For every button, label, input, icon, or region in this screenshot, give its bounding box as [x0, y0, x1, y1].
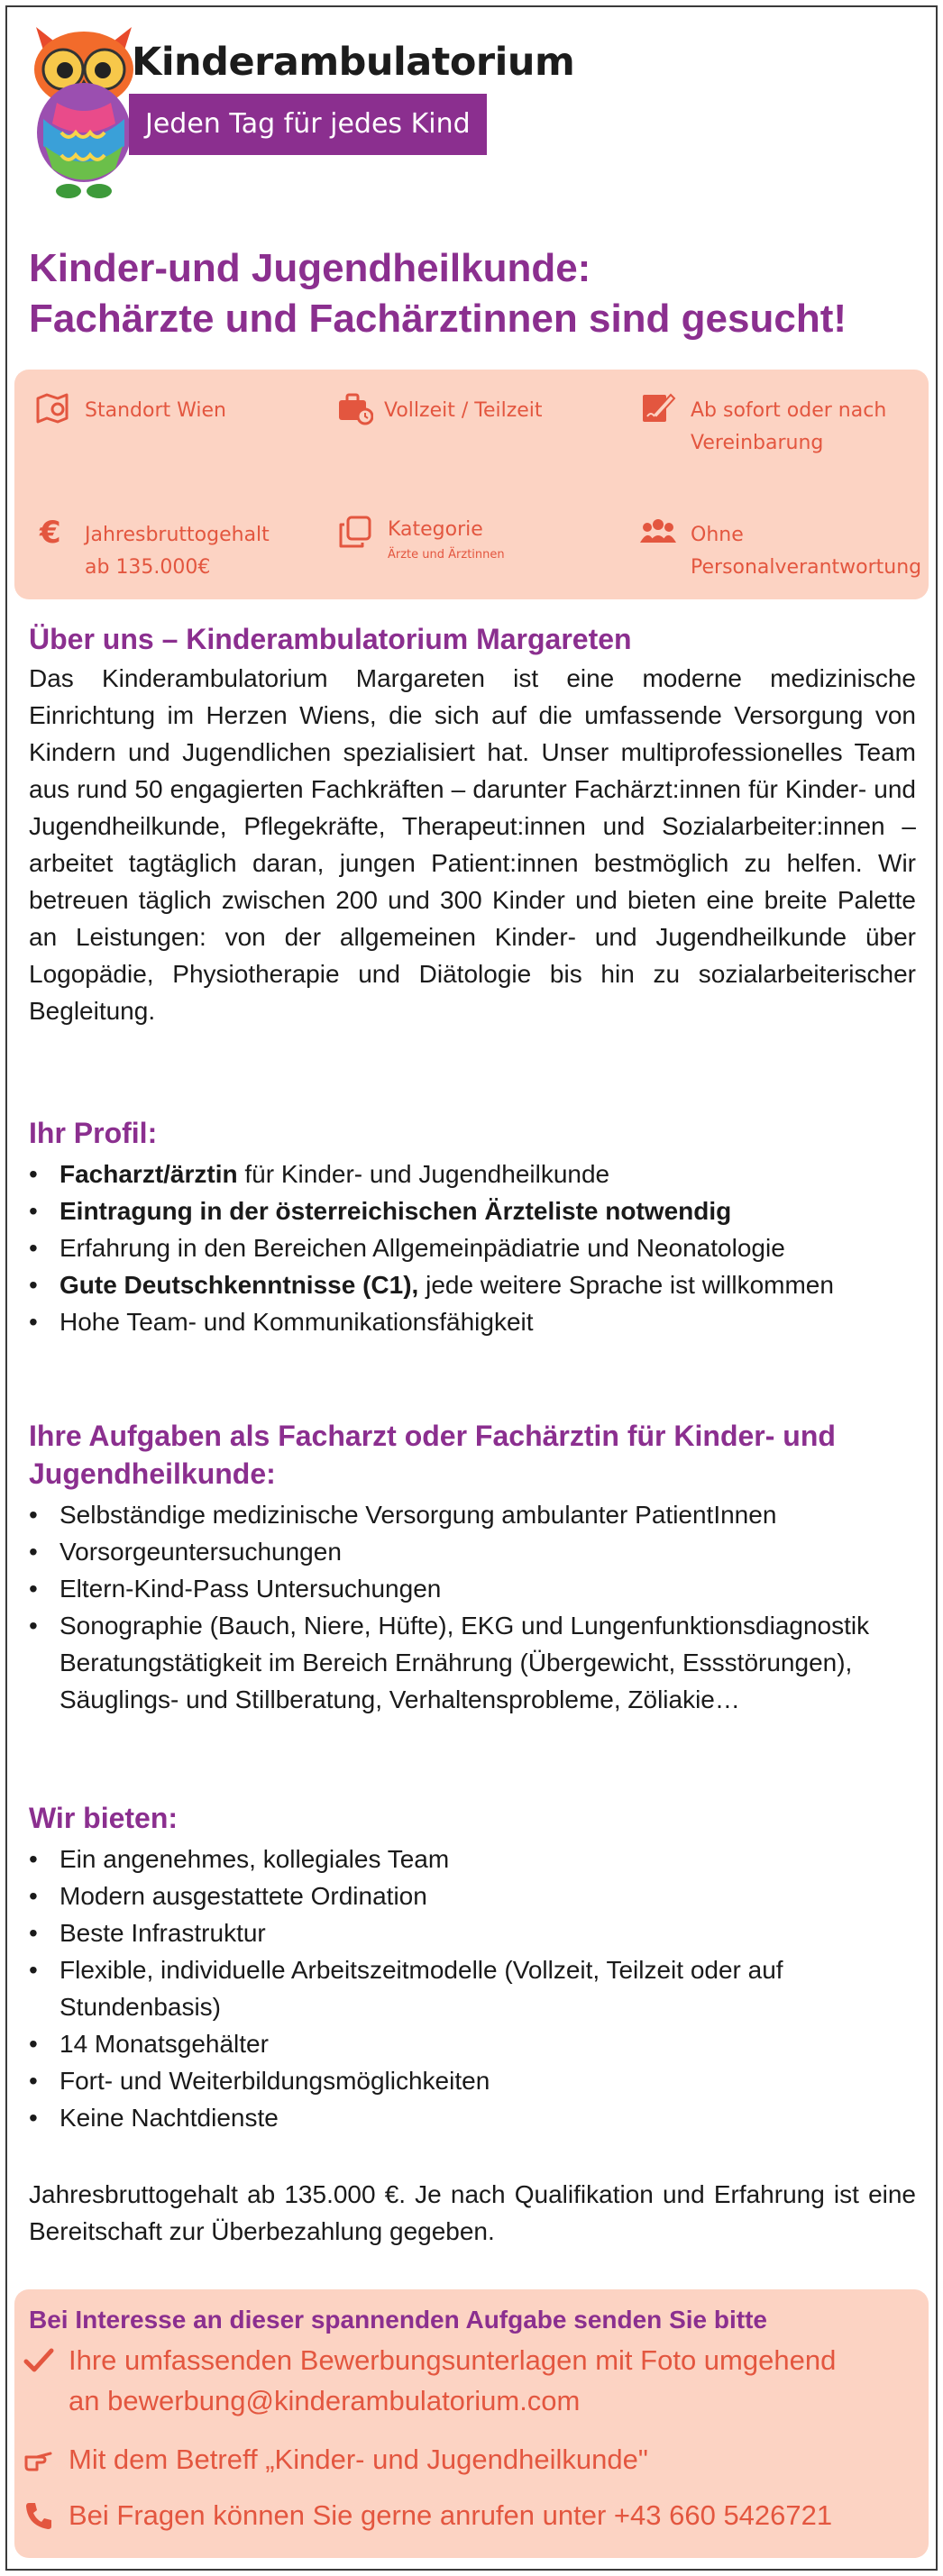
offer-list	[29, 1841, 916, 2136]
list-item: • Fort- und Weiterbildungsmöglichkeiten	[29, 2062, 916, 2099]
list-item: • Gute Deutschkenntnisse (C1), jede weitere Sprache ist willkommen	[29, 1266, 916, 1303]
header	[25, 20, 575, 209]
list-item: • Erfahrung in den Bereichen Allgemeinpädiatrie und Neonatologie	[29, 1229, 916, 1266]
offer-section	[29, 1799, 916, 2136]
list-item: • Keine Nachtdienste	[29, 2099, 916, 2136]
list-item: • Beste Infrastruktur	[29, 1914, 916, 1951]
contact-box	[14, 2289, 929, 2558]
salary-note: Jahresbruttogehalt ab 135.000 €. Je nach Qualifikation und Erfahrung ist eine Bereitschaft zur Überbezahlung gegeben.	[29, 2180, 916, 2245]
about-section	[29, 620, 916, 1029]
category-subtitle: Ärzte und Ärztinnen	[388, 548, 505, 562]
brand-slogan: Jeden Tag für jedes Kind	[129, 94, 487, 155]
profile-title: Ihr Profil:	[29, 1117, 158, 1149]
euro-icon	[34, 514, 70, 550]
title-line-2: Fachärzte und Fachärztinnen sind gesucht!	[29, 297, 847, 341]
contact-heading: Bei Interesse an dieser spannenden Aufgabe senden Sie bitte	[29, 2306, 767, 2334]
tasks-title: Ihre Aufgaben als Facharzt oder Fachärztin für Kinder- und Jugendheilkunde:	[29, 1420, 836, 1490]
profile-section	[29, 1114, 916, 1340]
owl-logo-icon	[25, 20, 142, 205]
pointing-hand-icon	[23, 2444, 54, 2475]
salary-note-section	[29, 2176, 916, 2250]
about-text: Das Kinderambulatorium Margareten ist eine moderne medizinische Einrichtung im Herzen Wiens, die sich auf die umfassende Versorgung von Kindern und Jugendlichen spezialisiert hat. Unser multiprofessionelles Team aus rund 50 engagierten Fachkräften – darunter Fachärzt:innen für Kinder- und Jugendheilkunde, Pflegekräfte, Therapeut:innen und Sozialarbeiter:innen – arbeitet tagtäglich daran, jungen Patient:innen bestmöglich zu helfen. Wir betreuen täglich zwischen 200 und 300 Kinder und bieten eine breite Palette an Leistungen: von der allgemeinen Kinder- und Jugendheilkunde über Logopädie, Physiotherapie und Diätologie bis hin zu sozialarbeiterischer Begleitung.	[29, 664, 916, 1025]
contact-application-row: Ihre umfassenden Bewerbungsunterlagen mit Foto umgehend an bewerbung@kinderambulatorium.com	[23, 2340, 836, 2421]
svg-text:€: €	[40, 515, 61, 550]
list-item: • Hohe Team- und Kommunikationsfähigkeit	[29, 1303, 916, 1340]
phone-icon	[23, 2500, 54, 2531]
list-item: • Eintragung in der österreichischen Ärzteliste notwendig	[29, 1192, 916, 1229]
contact-phone-row	[23, 2495, 832, 2535]
page-title	[29, 243, 921, 344]
list-item: • 14 Monatsgehälter	[29, 2025, 916, 2062]
list-item: • Modern ausgestattete Ordination	[29, 1877, 916, 1914]
list-item: • Ein angenehmes, kollegiales Team	[29, 1841, 916, 1877]
contact-subject-row: Mit dem Betreff „Kinder- und Jugendheilkunde"	[23, 2439, 648, 2480]
phone-number[interactable]: Bei Fragen können Sie gerne anrufen unter +43 660 5426721	[69, 2499, 833, 2531]
offer-title: Wir bieten:	[29, 1802, 179, 1834]
copy-category-icon	[337, 514, 373, 550]
profile-list	[29, 1156, 916, 1340]
brand-name: Kinderambulatorium	[132, 40, 575, 85]
title-line-1: Kinder-und Jugendheilkunde:	[29, 246, 591, 290]
application-email-link[interactable]: an bewerbung@kinderambulatorium.com	[69, 2385, 581, 2416]
list-item: • Flexible, individuelle Arbeitszeitmodelle (Vollzeit, Teilzeit oder auf Stundenbasis)	[29, 1951, 916, 2025]
checkmark-icon	[23, 2345, 54, 2376]
list-item: • Eltern-Kind-Pass Untersuchungen	[29, 1570, 916, 1607]
about-title: Über uns – Kinderambulatorium Margareten	[29, 623, 632, 655]
signature-pen-icon	[640, 389, 676, 425]
people-group-icon	[640, 514, 676, 550]
tasks-section	[29, 1417, 916, 1718]
map-location-icon	[34, 389, 70, 425]
job-facts-box: Standort Wien Vollzeit / Teilzeit Ab sofort oder nach Vereinbarung € Jahresbruttogehalt ab 135.000€ Kategorie Ärzte und Ärztinnen Ohne Personalverantwortung	[14, 370, 929, 599]
list-item: • Selbständige medizinische Versorgung ambulanter PatientInnen	[29, 1496, 916, 1533]
briefcase-clock-icon	[337, 389, 373, 425]
list-item: • Sonographie (Bauch, Niere, Hüfte), EKG und Lungenfunktionsdiagnostik Beratungstätigkeit im Bereich Ernährung (Übergewicht, Essstörungen), Säuglings- und Stillberatung, Verhaltensprobleme, Zöliakie…	[29, 1607, 916, 1718]
list-item: • Facharzt/ärztin für Kinder- und Jugendheilkunde	[29, 1156, 916, 1192]
tasks-list	[29, 1496, 916, 1718]
list-item: • Vorsorgeuntersuchungen	[29, 1533, 916, 1570]
